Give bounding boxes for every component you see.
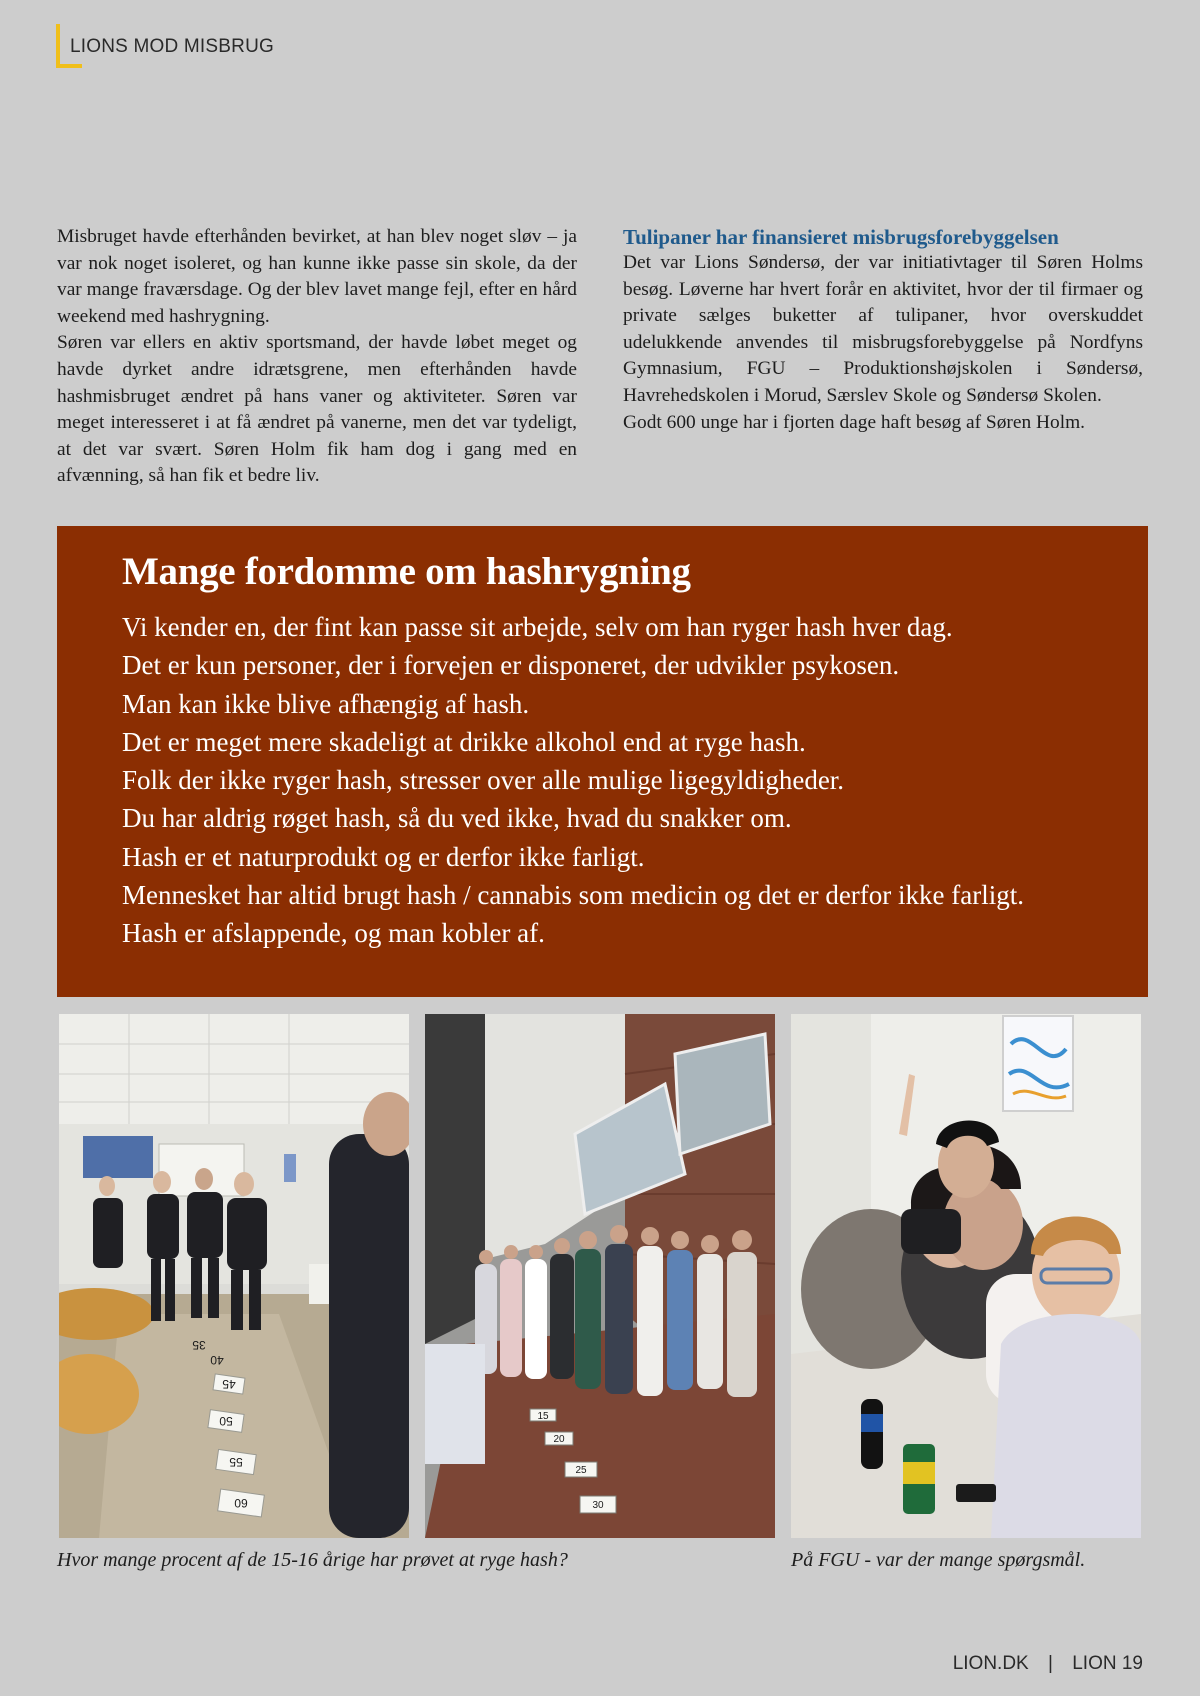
callout-list xyxy=(122,608,1148,953)
callout-item: Folk der ikke ryger hash, stresser over alle mulige ligegyldigheder. xyxy=(122,765,845,796)
page-footer xyxy=(953,1653,1143,1675)
left-paragraph-2: Søren var ellers en aktiv sportsmand, der havde løbet meget og havde dyrket andre idrætsgrene, men efterhånden havde hashmisbruget ændret på hans vaner og aktiviteter. Søren var meget interesseret i at få ændret på vanerne, men det var tydeligt, at det var svært. Søren Holm fik ham dog i gang med en afvænning, så han fik et bedre liv. xyxy=(57,332,577,487)
floor-number: 60 xyxy=(234,1496,248,1510)
footer-separator: | xyxy=(1048,1653,1053,1674)
footer-page-number: LION 19 xyxy=(1072,1653,1143,1674)
photo-hallway-students xyxy=(425,1014,775,1538)
right-paragraph-2: Godt 600 unge har i fjorten dage haft besøg af Søren Holm. xyxy=(623,411,1086,433)
left-column xyxy=(57,224,577,490)
floor-number: 15 xyxy=(537,1411,549,1422)
prejudice-callout-box xyxy=(57,526,1148,997)
footer-site-link[interactable]: LION.DK xyxy=(952,1653,1029,1674)
caption-right: På FGU - var der mange spørgsmål. xyxy=(791,1549,1086,1571)
callout-item: Hash er et naturprodukt og er derfor ikke farligt. xyxy=(122,841,645,872)
floor-number: 35 xyxy=(192,1338,206,1352)
right-paragraph-1: Det var Lions Søndersø, der var initiativtager til Søren Holms besøg. Løverne har hvert forår en aktivitet, hvor der til firmaer og private sælges buketter af tulipaner, hvor overskuddet udelukkende anvendes til misbrugsforebyggelse på Nordfyns Gymnasium, FGU – Produktionshøjskolen i Søndersø, Havrehedskolen i Morud, Særslev Skole og Søndersø Skolen. xyxy=(623,252,1143,406)
photo-students-at-table xyxy=(791,1014,1141,1538)
right-column xyxy=(623,224,1143,436)
caption-left: Hvor mange procent af de 15-16 årige har prøvet at ryge hash? xyxy=(57,1549,568,1571)
right-column-heading: Tulipaner har finansieret misbrugsforebyggelsen xyxy=(623,225,1059,249)
floor-number: 55 xyxy=(229,1455,243,1469)
floor-number: 45 xyxy=(222,1377,236,1391)
floor-number: 25 xyxy=(575,1465,587,1476)
section-label: LIONS MOD MISBRUG xyxy=(70,36,274,57)
callout-item: Man kan ikke blive afhængig af hash. xyxy=(122,688,530,719)
floor-number: 50 xyxy=(219,1414,233,1428)
section-tag xyxy=(56,24,274,70)
callout-item: Mennesket har altid brugt hash / cannabis som medicin og det er derfor ikke farligt. xyxy=(122,880,1024,911)
photo-classroom-floor-numbers xyxy=(59,1014,409,1538)
floor-number: 20 xyxy=(553,1434,565,1445)
callout-title: Mange fordomme om hashrygning xyxy=(122,550,691,593)
callout-item: Vi kender en, der fint kan passe sit arbejde, selv om han ryger hash hver dag. xyxy=(122,612,953,642)
left-paragraph-1: Misbruget havde efterhånden bevirket, at han blev noget sløv – ja var nok noget isoleret, og han kunne ikke passe sin skole, da der var mange fraværsdage. Og der blev lavet mange fejl, efter en hård weekend med hashrygning. xyxy=(57,226,577,327)
callout-item: Det er kun personer, der i forvejen er disponeret, der udvikler psykosen. xyxy=(122,650,900,681)
callout-item: Det er meget mere skadeligt at drikke alkohol end at ryge hash. xyxy=(122,726,806,757)
floor-number: 30 xyxy=(592,1500,604,1511)
floor-number: 40 xyxy=(210,1353,224,1367)
callout-item: Hash er afslappende, og man kobler af. xyxy=(122,918,545,949)
callout-item: Du har aldrig røget hash, så du ved ikke, hvad du snakker om. xyxy=(122,803,792,834)
